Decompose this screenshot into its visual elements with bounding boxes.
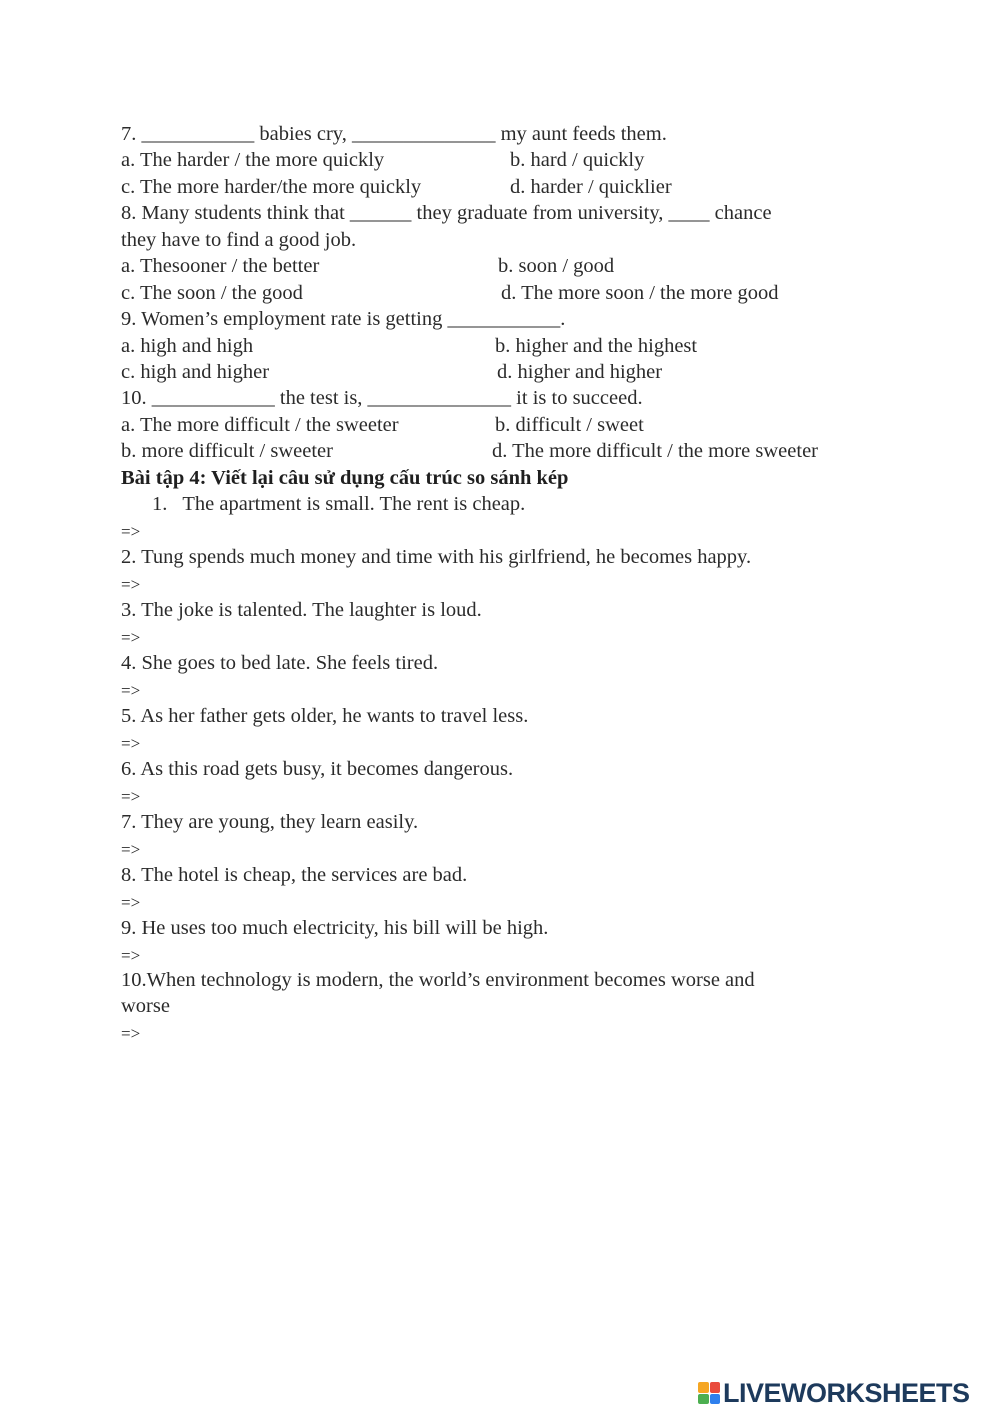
liveworksheets-logo: [698, 1378, 970, 1408]
question-8-stem-line2: they have to find a good job.: [121, 229, 357, 251]
answer-arrow-8: =>: [121, 893, 141, 912]
rewrite-item-2: 2. Tung spends much money and time with his girlfriend, he becomes happy.: [121, 546, 752, 568]
rewrite-item-6: 6. As this road gets busy, it becomes dangerous.: [121, 758, 514, 780]
option-d: d. harder / quicklier: [510, 176, 672, 198]
option-a: a. Thesooner / the better: [121, 255, 320, 277]
option-d: d. higher and higher: [497, 361, 663, 383]
option-b: b. difficult / sweet: [495, 414, 644, 436]
answer-arrow-7: =>: [121, 840, 141, 859]
option-c: c. The soon / the good: [121, 282, 303, 304]
answer-arrow-10: =>: [121, 1024, 141, 1043]
question-7-options-cd: [121, 174, 672, 200]
question-8-options-cd: [121, 280, 779, 306]
option-d: d. The more soon / the more good: [501, 282, 779, 304]
logo-square-4: [710, 1394, 721, 1405]
option-c: c. high and higher: [121, 361, 270, 383]
question-8-stem-line1: 8. Many students think that ______ they graduate from university, ____ chance: [121, 202, 772, 224]
answer-arrow-5: =>: [121, 734, 141, 753]
rewrite-item-7: 7. They are young, they learn easily.: [121, 811, 419, 833]
option-a: a. The more difficult / the sweeter: [121, 414, 399, 436]
answer-arrow-3: =>: [121, 628, 141, 647]
rewrite-item-10: 10.When technology is modern, the world’s environment becomes worse and: [121, 969, 755, 991]
rewrite-item-5: 5. As her father gets older, he wants to travel less.: [121, 705, 529, 727]
rewrite-item-8: 8. The hotel is cheap, the services are bad.: [121, 864, 468, 886]
option-a: a. The harder / the more quickly: [121, 149, 385, 171]
question-10-stem: 10. ____________ the test is, ______________ it is to succeed.: [121, 387, 643, 409]
option-c: b. more difficult / sweeter: [121, 440, 333, 462]
question-9-options-ab: [121, 333, 698, 359]
logo-text: LIVEWORKSHEETS: [723, 1377, 970, 1408]
question-7-options-ab: [121, 147, 645, 173]
rewrite-item-9: 9. He uses too much electricity, his bill will be high.: [121, 917, 549, 939]
answer-arrow-6: =>: [121, 787, 141, 806]
answer-arrow-2: =>: [121, 575, 141, 594]
logo-square-2: [710, 1382, 721, 1393]
option-d: d. The more difficult / the more sweeter: [492, 440, 818, 462]
question-8-options-ab: [121, 253, 615, 279]
liveworksheets-logo-icon: [698, 1382, 720, 1404]
option-b: b. soon / good: [498, 255, 615, 277]
question-7-stem: 7. ___________ babies cry, ______________ my aunt feeds them.: [121, 123, 667, 145]
answer-arrow-4: =>: [121, 681, 141, 700]
question-9-stem: 9. Women’s employment rate is getting ___________.: [121, 308, 566, 330]
option-b: b. higher and the highest: [495, 335, 698, 357]
answer-arrow-1: =>: [121, 522, 141, 541]
option-c: c. The more harder/the more quickly: [121, 176, 422, 198]
option-b: b. hard / quickly: [510, 149, 645, 171]
logo-square-1: [698, 1382, 709, 1393]
rewrite-item-1: 1. The apartment is small. The rent is cheap.: [152, 493, 526, 515]
section-title: Bài tập 4: Viết lại câu sử dụng cấu trúc so sánh kép: [121, 467, 569, 489]
question-9-options-cd: [121, 359, 663, 385]
logo-square-3: [698, 1394, 709, 1405]
rewrite-item-3: 3. The joke is talented. The laughter is loud.: [121, 599, 482, 621]
option-a: a. high and high: [121, 335, 254, 357]
question-10-options-ab: [121, 412, 644, 438]
rewrite-item-10-continued: worse: [121, 995, 170, 1017]
question-10-options-cd: [121, 438, 818, 464]
answer-arrow-9: =>: [121, 946, 141, 965]
rewrite-item-4: 4. She goes to bed late. She feels tired.: [121, 652, 439, 674]
